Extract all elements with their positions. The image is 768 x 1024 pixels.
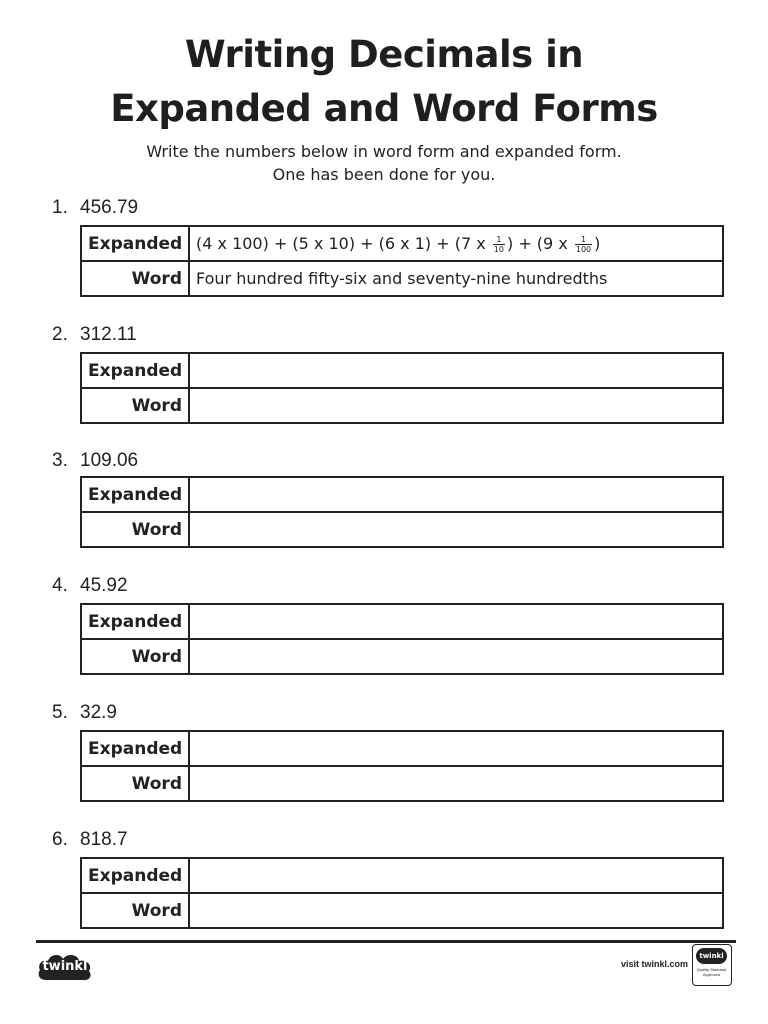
word-label: Word	[81, 639, 189, 674]
question-5-table	[80, 730, 724, 802]
page-title	[0, 28, 768, 136]
word-answer-field[interactable]	[189, 893, 723, 928]
word-label: Word	[81, 388, 189, 423]
expanded-tail: )	[594, 233, 601, 253]
question-value: 312.11	[80, 324, 137, 345]
expanded-answer-field[interactable]	[189, 604, 723, 639]
word-label: Word	[81, 261, 189, 296]
question-4-label	[52, 575, 128, 597]
word-label: Word	[81, 766, 189, 801]
expanded-row	[81, 226, 723, 261]
question-5-label	[52, 702, 117, 724]
question-value: 456.79	[80, 197, 139, 218]
question-1-label	[52, 197, 138, 219]
expanded-row	[81, 858, 723, 893]
word-row	[81, 639, 723, 674]
question-number: 1.	[52, 197, 68, 218]
word-row	[81, 512, 723, 547]
expanded-label: Expanded	[81, 604, 189, 639]
word-answer-field[interactable]	[189, 512, 723, 547]
question-value: 109.06	[80, 450, 139, 471]
question-2-label	[52, 324, 137, 346]
expanded-answer-field[interactable]	[189, 731, 723, 766]
question-number: 4.	[52, 575, 68, 596]
quality-badge	[692, 944, 732, 986]
word-answer-field[interactable]	[189, 388, 723, 423]
expanded-label: Expanded	[81, 226, 189, 261]
question-number: 2.	[52, 324, 68, 345]
word-row	[81, 388, 723, 423]
question-3-table	[80, 476, 724, 548]
question-value: 45.92	[80, 575, 128, 596]
word-row	[81, 766, 723, 801]
fraction-one-hundredth	[575, 235, 592, 254]
expanded-label: Expanded	[81, 858, 189, 893]
question-4-table	[80, 603, 724, 675]
expanded-mid: ) + (9 x	[506, 233, 573, 253]
question-6-label	[52, 829, 128, 851]
footer-divider	[36, 940, 736, 943]
badge-text: Quality Standard Approved	[696, 967, 727, 977]
word-row	[81, 261, 723, 296]
fraction-numerator: 1	[493, 235, 505, 245]
expanded-answer-field[interactable]	[189, 477, 723, 512]
question-value: 818.7	[80, 829, 128, 850]
twinkl-logo	[36, 950, 94, 984]
instructions-line-2: One has been done for you.	[272, 165, 496, 184]
word-label: Word	[81, 893, 189, 928]
instructions	[0, 140, 768, 186]
expanded-row	[81, 353, 723, 388]
word-answer: Four hundred fifty-six and seventy-nine hundredths	[189, 261, 723, 296]
fraction-one-tenth	[493, 235, 505, 254]
expanded-answer-field[interactable]	[189, 858, 723, 893]
fraction-denominator: 100	[575, 244, 592, 254]
expanded-lead: (4 x 100) + (5 x 10) + (6 x 1) + (7 x	[196, 233, 491, 253]
expanded-label: Expanded	[81, 477, 189, 512]
fraction-numerator: 1	[575, 235, 592, 245]
expanded-row	[81, 477, 723, 512]
word-answer-field[interactable]	[189, 766, 723, 801]
fraction-denominator: 10	[493, 244, 504, 254]
title-line-2: Expanded and Word Forms	[110, 87, 658, 130]
question-2-table	[80, 352, 724, 424]
instructions-line-1: Write the numbers below in word form and expanded form.	[146, 142, 622, 161]
expanded-row	[81, 604, 723, 639]
expanded-label: Expanded	[81, 353, 189, 388]
visit-link[interactable]: visit twinkl.com	[620, 959, 688, 969]
title-line-1: Writing Decimals in	[184, 33, 584, 76]
expanded-label: Expanded	[81, 731, 189, 766]
expanded-answer-field[interactable]	[189, 353, 723, 388]
question-3-label	[52, 450, 138, 472]
logo-text: twinkl	[42, 959, 88, 974]
question-number: 5.	[52, 702, 68, 723]
question-number: 6.	[52, 829, 68, 850]
question-number: 3.	[52, 450, 68, 471]
word-row	[81, 893, 723, 928]
question-value: 32.9	[80, 702, 117, 723]
expanded-row	[81, 731, 723, 766]
word-label: Word	[81, 512, 189, 547]
badge-logo: twinkl	[696, 948, 727, 964]
word-answer-field[interactable]	[189, 639, 723, 674]
expanded-answer	[189, 226, 723, 261]
question-6-table	[80, 857, 724, 929]
question-1-table	[80, 225, 724, 297]
